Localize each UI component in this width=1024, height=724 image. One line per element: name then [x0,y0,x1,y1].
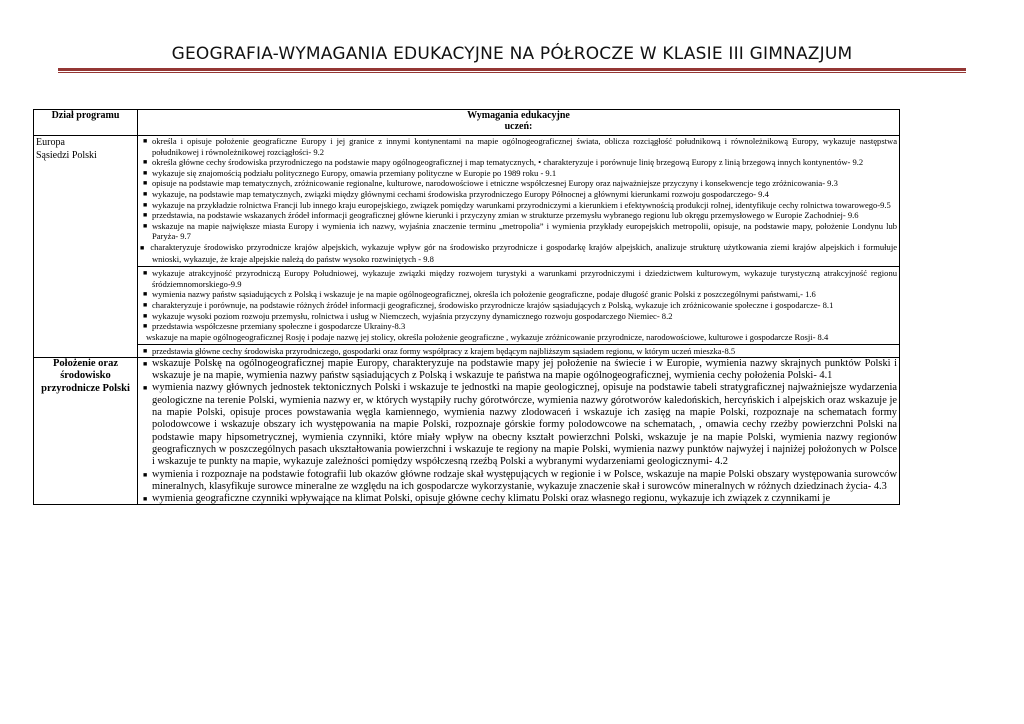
bullet-icon: ■ [143,200,148,209]
bullet-icon: ■ [143,359,148,368]
header-requirements-line1: Wymagania edukacyjne [467,110,570,121]
bullet-icon: ■ [143,211,148,220]
requirements-table [33,109,900,505]
list-item: ■ wymienia nazwy państw sąsiadujących z Polską i wskazuje je na mapie ogólnogeograficznej, określa ich położenie geograficzne, podaje długość granic Polski z poszczególnymi państwami,- 1.6 [143,289,816,300]
bullet-icon: ■ [143,384,148,393]
list-item: ■ przedstawia, na podstawie wskazanych źródeł informacji geograficznej główne kierunki i przyczyny zmian w strukturze przemysłu wybranego regionu lub okręgu przemysłowego w Europie Zachodniej- 9.6 [143,210,859,221]
bullet-icon: ■ [143,495,148,504]
list-item: ■ wymienia i rozpoznaje na podstawie fotografii lub okazów główne rodzaje skał występujących w regionie i w Polsce, wskazuje na mapie Polski obszary występowania surowców mineralnych, klasyfikuje surowce mineralne ze względu na ich gospodarcze wykorzystanie, wykazuje znaczenie skał i surowców mineralnych w różnych dziedzinach życia- 4.3 [143,468,897,492]
bullet-icon: ■ [143,179,148,188]
list-item: ■ charakteryzuje środowisko przyrodnicze krajów alpejskich, wykazuje wpływ gór na środowisko przyrodnicze i gospodarkę krajów alpejskich, analizuje strukturę użytkowania ziemi krajów alpejskich i formułuje wnioski, wykazuje, że kraje alpejskie należą do państw wysoko rozwiniętych - 9.8 [140,241,897,264]
section-name-line: Sąsiedzi Polski [36,150,97,161]
divider [138,344,899,345]
list-item: ■ opisuje na podstawie map tematycznych, zróżnicowanie regionalne, kulturowe, narodowościowe i etniczne współczesnej Europy oraz najważniejsze przyczyny i konsekwencje tego zróżnicowania- 9.3 [143,178,838,189]
bullet-icon: ■ [143,189,148,198]
list-item: ■ określa główne cechy środowiska przyrodniczego na podstawie mapy ogólnogeograficznej i map tematycznych, • charakteryzuje i porównuje linię brzegową Europy z linią brzegową innych kontynentów- 9.2 [143,157,864,168]
header-requirements-line2: uczeń: [504,121,533,132]
section-name-polska [34,357,138,504]
bullet-icon: ■ [143,290,148,299]
requirements-europa [138,136,900,358]
title-underline-thin [58,72,966,73]
header-requirements [138,110,900,136]
list-item: ■ wskazuje Polskę na ogólnogeograficznej mapie Europy, charakteryzuje na podstawie mapy jej położenie na świecie i w Europie, wymienia nazwy skrajnych punktów Polski i wskazuje je na mapie, wymienia nazwy państw sąsiadujących z Polską i wskazuje te państwa na mapie ogólnogeograficznej, wymienia cechy położenia Polski- 4.1 [143,357,897,382]
list-item: ■ wskazuje na mapie największe miasta Europy i wymienia ich nazwy, wyjaśnia znaczenie terminu „metropolia” i wymienia przykłady europejskich metropolii, opisuje, na podstawie mapy, położenie Londynu lub Paryża- 9.7 [143,220,897,242]
list-item: ■ wykazuje wysoki poziom rozwoju przemysłu, rolnictwa i usług w Niemczech, wyjaśnia przyczyny dynamicznego rozwoju gospodarczego Niemiec- 8.2 [143,310,673,321]
table-row-polska [34,357,900,504]
list-item: ■ wymienia nazwy głównych jednostek tektonicznych Polski i wskazuje te jednostki na mapie geologicznej, opisuje na podstawie tabeli stratygraficznej najważniejsze wydarzenia geologiczne na terenie Polski, wymienia nazwy er, w których wystąpiły ruchy górotwórcze, wymienia nazwy górotworów kaledońskich, hercyńskich i alpejskich oraz wskazuje je na mapie Polski, opisuje proces powstawania węgla kamiennego, wymienia nazwy zlodowaceń i wskazuje ich zasięg na mapie Polski, rozpoznaje na schematach formy polodowcowe i wskazuje obszary ich występowania na mapie Polski, rozpoznaje górskie formy polodowcowe na schematach, , omawia cechy rzeźby powierzchni Polski na podstawie mapy hipsometrycznej, wymienia czynniki, które miały wpływ na obecny kształt powierzchni Polski, wskazuje je na mapie Polski, wymienia nazwy regionów geograficznych w poszczególnych pasach ukształtowania powierzchni i wskazuje te regiony na mapie Polski, wymienia nazwy punktów najwyżej i najniżej położonych w Polsce i wskazuje te punkty na mapie, wykazuje zależności pomiędzy współczesną rzeźbą Polski a wybranymi wydarzeniami geologicznymi- 4.2 [143,382,897,468]
bullet-icon: ■ [143,470,148,479]
list-item: ■ przedstawia współczesne przemiany społeczne i gospodarcze Ukrainy-8.3 [143,321,406,332]
bullet-icon: ■ [143,300,148,309]
list-item: ■ wymienia geograficzne czynniki wpływające na klimat Polski, opisuje główne cechy klimatu Polski oraz własnego regionu, wykazuje ich związek z czynnikami je [143,493,831,505]
section-name-line: Położenie oraz [52,357,118,369]
requirements-polska [138,357,900,504]
bullet-icon: ■ [143,347,148,356]
list-item: ■ przedstawia główne cechy środowiska przyrodniczego, gospodarki oraz formy współpracy z krajem będącym najbliższym sąsiadem regionu, w którym uczeń mieszka-8.5 [143,346,736,357]
bullet-icon: ■ [143,269,148,278]
bullet-icon: ■ [143,137,148,145]
list-item: ■ wykazuje, na podstawie map tematycznych, związki między głównymi cechami środowiska przyrodniczego Europy Północnej a głównymi kierunkami rozwoju gospodarczego- 9.4 [143,188,769,199]
bullet-icon: ■ [143,158,148,167]
bullet-icon: ■ [143,311,148,320]
title-underline [58,68,966,71]
bullet-icon: ■ [143,168,148,177]
bullet-icon: ■ [140,243,146,252]
bullet-icon: ■ [143,221,148,230]
bullet-icon: ■ [143,322,148,331]
list-item: ■ wykazuje na przykładzie rolnictwa Francji lub innego kraju europejskiego, związek pomiędzy warunkami przyrodniczymi a kierunkiem i efektywnością produkcji rolnej, identyfikuje cechy rolnictwa towarowego-9.5 [143,199,891,210]
list-item: ■ wykazuje atrakcyjność przyrodniczą Europy Południowej, wykazuje związki między rozwojem turystyki a warunkami przyrodniczymi i dziedzictwem kulturowym, wykazuje turystyczną atrakcyjność regionu śródziemnomorskiego-9.9 [143,268,897,289]
list-item: wskazuje na mapie ogólnogeograficznej Rosję i podaje nazwę jej stolicy, określa położenie geograficzne , wykazuje zróżnicowanie przyrodnicze, narodowościowe, kulturowe i gospodarcze Rosji- 8.4 [146,331,829,342]
header-section: Dział programu [34,110,138,136]
list-item: ■ wykazuje się znajomością podziału politycznego Europy, omawia przemiany polityczne w Europie po 1989 roku - 9.1 [143,167,557,178]
list-item: ■ określa i opisuje położenie geograficzne Europy i jej granice z innymi kontynentami na mapie ogólnogeograficznej świata, oblicza rozciągłość południkową i równoleżnikową Europy, wykazuje następstwa południkowej i równoleżnikowej rozciągłości- 9.2 [143,136,897,157]
page-title: GEOGRAFIA-WYMAGANIA EDUKACYJNE NA PÓŁROCZE W KLASIE III GIMNAZJUM [171,44,853,64]
list-item: ■ charakteryzuje i porównuje, na podstawie różnych źródeł informacji geograficznej, środowisko przyrodnicze krajów sąsiadujących z Polską, wykazuje ich zróżnicowanie społeczne i gospodarcze- 8.1 [143,299,834,310]
section-name-europa [34,136,138,358]
table-row-europa [34,136,900,358]
divider [138,266,899,267]
section-name-line: przyrodnicze Polski [41,382,130,394]
section-name-line: Europa [36,137,65,148]
table-header-row [34,110,900,136]
section-name-line: środowisko [60,370,111,382]
